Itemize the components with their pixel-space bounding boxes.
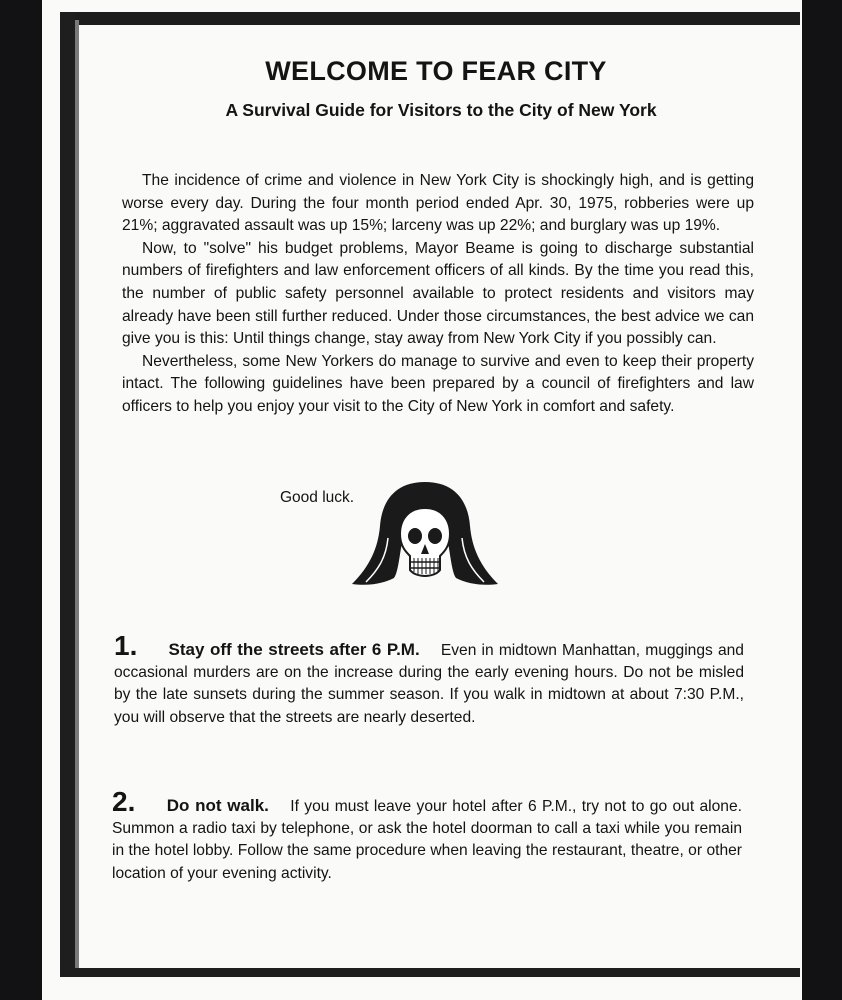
guideline-heading: Stay off the streets after 6 P.M. <box>168 640 420 659</box>
guideline-heading: Do not walk. <box>166 796 269 815</box>
guideline-text: If you must leave your hotel after 6 P.M., try not to go out alone. Summon a radio taxi by telephone, or ask the hotel doorman to call a taxi while you remain in the hotel lobby. Follow the same procedure when leaving the restaurant, theatre, or other location of your evening activity. <box>112 798 742 882</box>
intro-section <box>122 170 754 419</box>
page-title: WELCOME TO FEAR CITY <box>265 56 607 86</box>
guideline-item <box>114 630 744 729</box>
page-subtitle: A Survival Guide for Visitors to the City of New York <box>225 100 657 120</box>
intro-paragraph: Now, to "solve" his budget problems, Mayor Beame is going to discharge substantial numbers of firefighters and law enforcement officers of all kinds. By the time you read this, the number of public safety personnel available to protect residents and visitors may already have been still further reduced. Under those circumstances, the best advice we can give you is this: Until things change, stay away from New York City if you possibly can. <box>122 239 754 348</box>
guideline-item <box>112 786 742 885</box>
hooded-skull-illustration <box>348 478 502 596</box>
intro-paragraph: Nevertheless, some New Yorkers do manage to survive and even to keep their property intact. The following guidelines have been prepared by a council of firefighters and law officers to help you enjoy your visit to the City of New York in comfort and safety. <box>122 352 754 415</box>
intro-paragraph: The incidence of crime and violence in New York City is shockingly high, and is getting worse every day. During the four month period ended Apr. 30, 1975, robberies were up 21%; aggravated assault was up 15%; larceny was up 22%; and burglary was up 19%. <box>122 172 754 235</box>
guideline-number: 2. <box>112 786 136 817</box>
good-luck-text: Good luck. <box>280 489 355 506</box>
guideline-number: 1. <box>114 630 138 661</box>
guideline-text: Even in midtown Manhattan, muggings and occasional murders are on the increase during the early evening hours. Do not be misled by the late sunsets during the summer season. If you walk in midtown at about 7:30 P.M., you will observe that the streets are nearly deserted. <box>114 642 744 726</box>
